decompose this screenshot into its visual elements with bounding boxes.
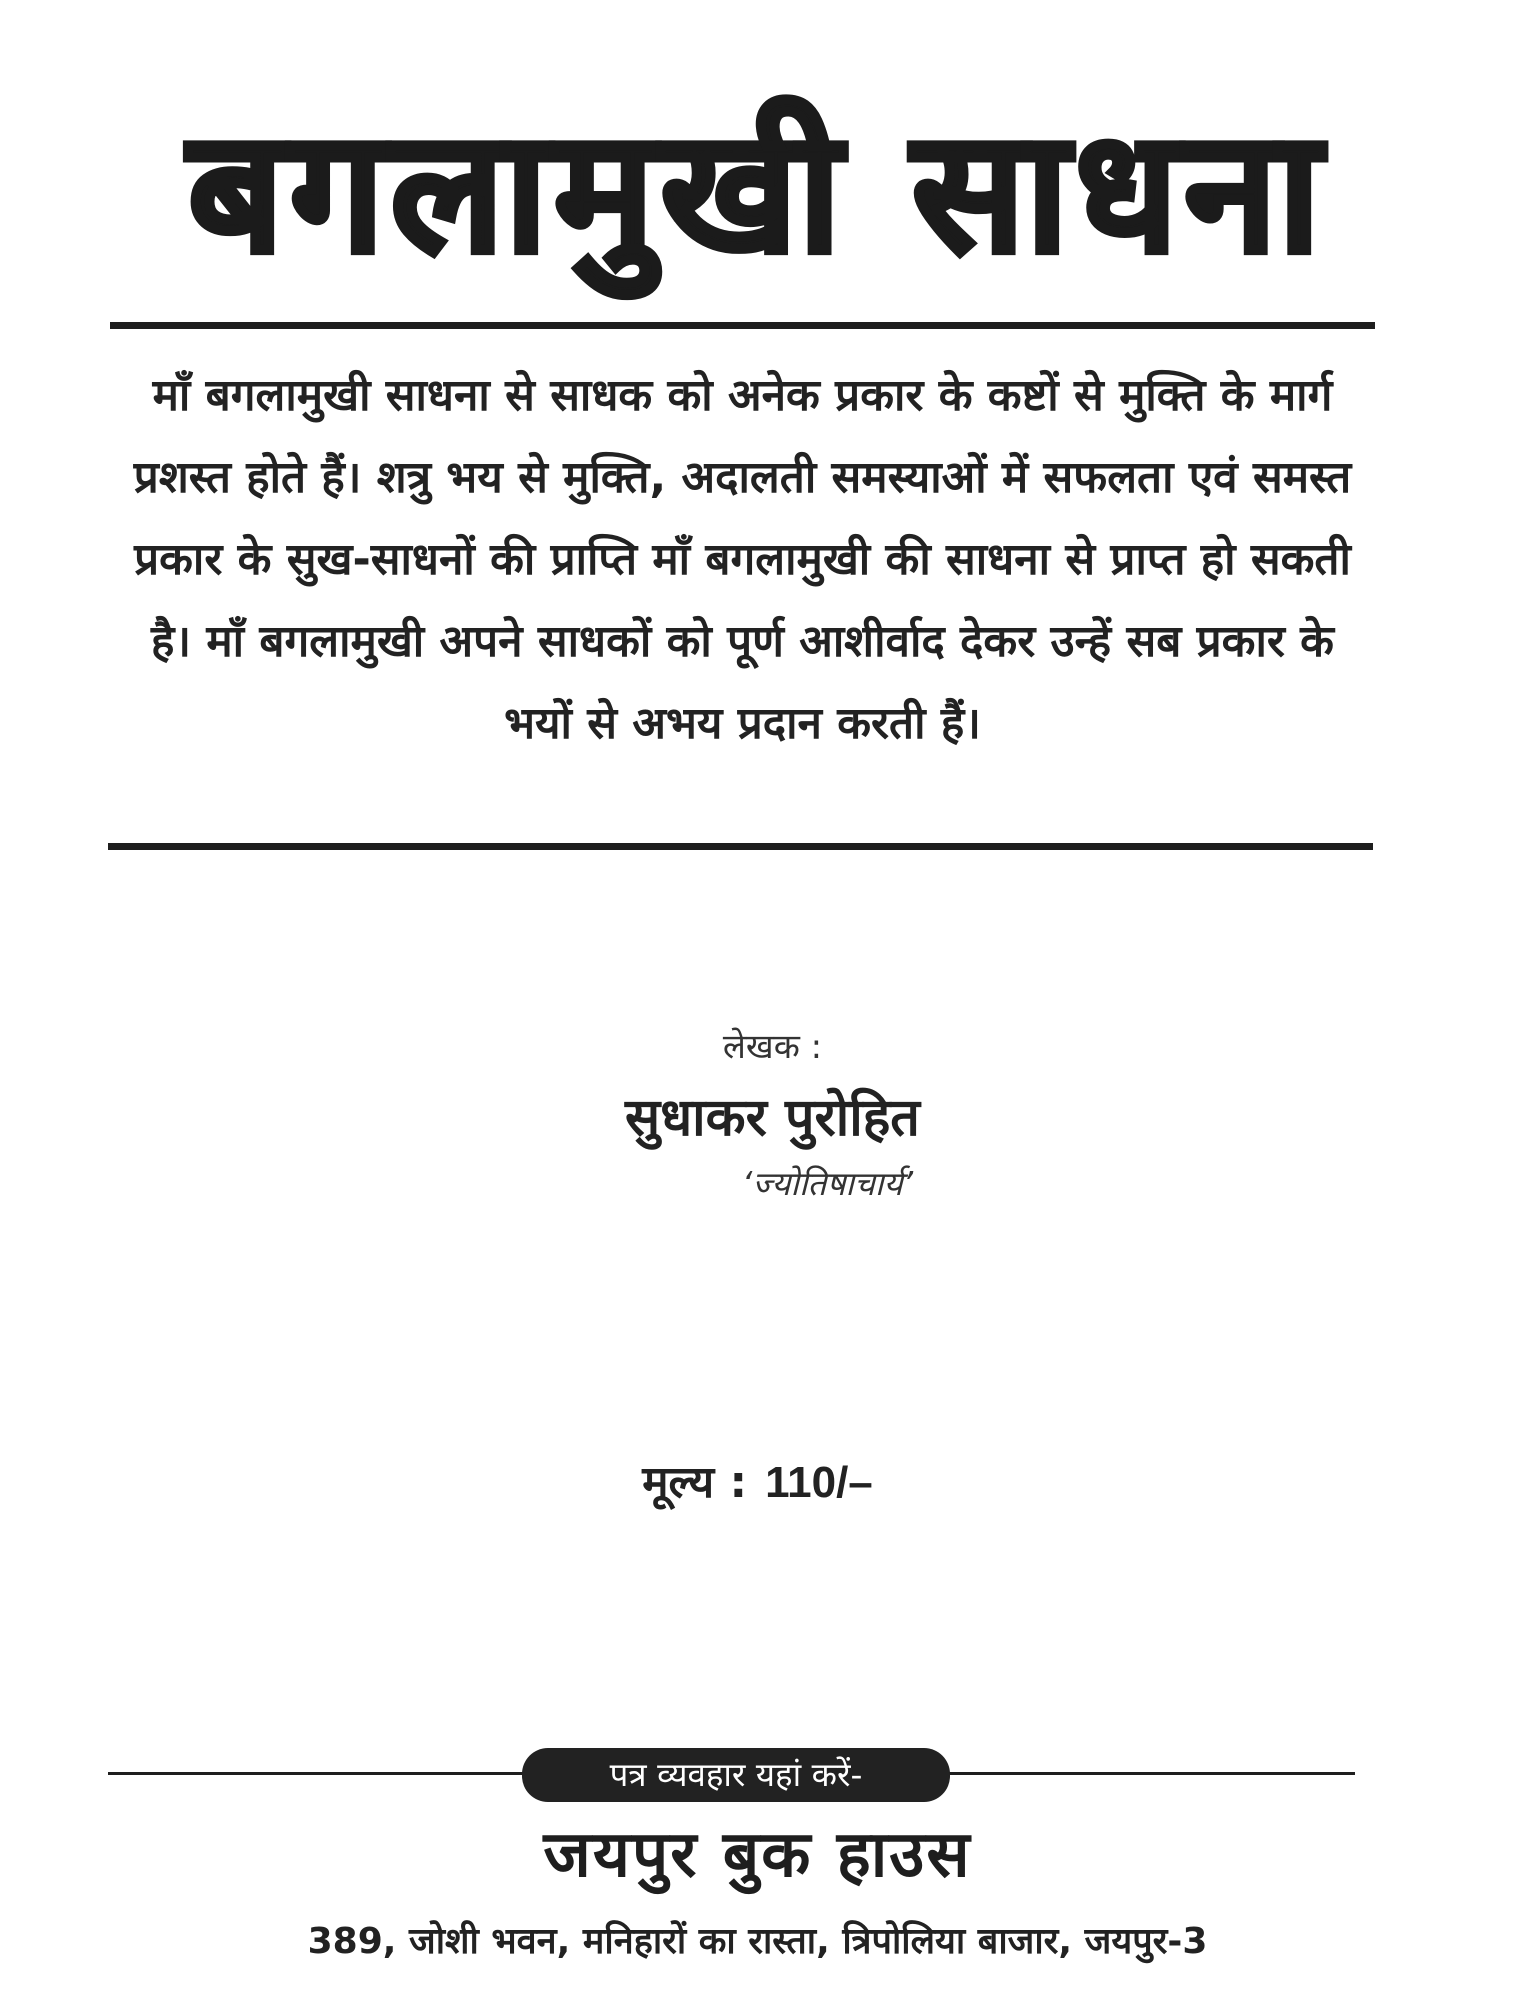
contact-badge: पत्र व्यवहार यहां करें-: [522, 1748, 950, 1802]
price-label: मूल्य :: [642, 1457, 748, 1508]
footer-divider-left: [108, 1772, 528, 1775]
publisher-name: जयपुर बुक हाउस: [543, 1818, 972, 1892]
publisher-address: 389, जोशी भवन, मनिहारों का रास्ता, त्रिपोलिया बाजार, जयपुर-3: [307, 1921, 1208, 1962]
price-line: [0, 1450, 1515, 1510]
author-name: सुधाकर पुरोहित: [625, 1088, 920, 1148]
footer-divider-right: [945, 1772, 1355, 1775]
description-divider: [108, 843, 1373, 850]
book-title: बगलामुखी साधना: [188, 94, 1327, 290]
top-divider: [110, 322, 1375, 329]
book-description: माँ बगलामुखी साधना से साधक को अनेक प्रकार के कष्टों से मुक्ति के मार्ग प्रशस्त होते हैं। शत्रु भय से मुक्ति, अदालती समस्याओं में सफलता एवं समस्त प्रकार के सुख-साधनों की प्राप्ति माँ बगलामुखी की साधना से प्राप्त हो सकती है। माँ बगलामुखी अपने साधकों को पूर्ण आशीर्वाद देकर उन्हें सब प्रकार के भयों से अभय प्रदान करती हैं।: [133, 370, 1352, 749]
author-title: ‘ज्योतिषाचार्य’: [741, 1164, 914, 1203]
author-label: लेखक :: [722, 1027, 823, 1067]
price-value: 110/–: [765, 1458, 873, 1507]
